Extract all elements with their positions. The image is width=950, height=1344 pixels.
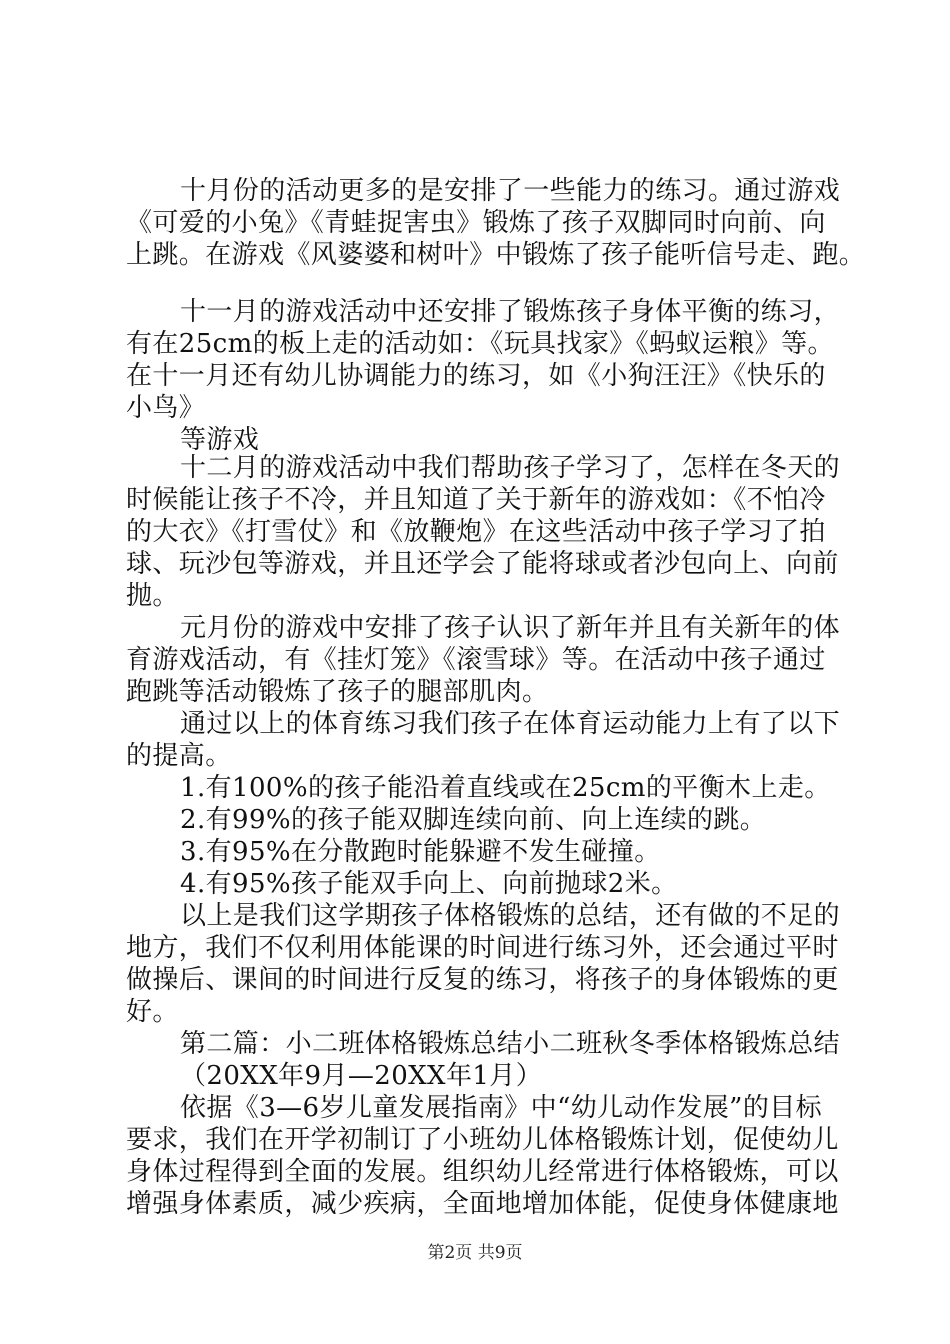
text-line: 有在25cm的板上走的活动如：《玩具找家》《蚂蚁运粮》等。 xyxy=(126,329,834,359)
text-line: 抛。 xyxy=(126,581,179,611)
list-item: 1.有100%的孩子能沿着直线或在25cm的平衡木上走。 xyxy=(180,773,831,803)
text-line: 十二月的游戏活动中我们帮助孩子学习了，怎样在冬天的 xyxy=(180,453,841,483)
text-line: 做操后、课间的时间进行反复的练习，将孩子的身体锻炼的更 xyxy=(126,965,839,995)
text-line: 要求，我们在开学初制订了小班幼儿体格锻炼计划，促使幼儿 xyxy=(126,1125,839,1155)
text-line: 《可爱的小兔》《青蛙捉害虫》锻炼了孩子双脚同时向前、向 xyxy=(126,208,826,238)
text-line: 依据《3—6岁儿童发展指南》中“幼儿动作发展”的目标 xyxy=(180,1093,823,1123)
text-line: 元月份的游戏中安排了孩子认识了新年并且有关新年的体 xyxy=(180,613,841,643)
text-line: 球、玩沙包等游戏，并且还学会了能将球或者沙包向上、向前 xyxy=(126,549,839,579)
text-line: 的大衣》《打雪仗》和《放鞭炮》在这些活动中孩子学习了拍 xyxy=(126,517,826,547)
text-line: 小鸟》 xyxy=(126,393,206,423)
section-heading: 第二篇：小二班体格锻炼总结小二班秋冬季体格锻炼总结 xyxy=(180,1029,841,1059)
text-line: 好。 xyxy=(126,997,179,1027)
text-line: 增强身体素质，减少疾病，全面地增加体能，促使身体健康地 xyxy=(126,1189,839,1219)
list-item: 3.有95%在分散跑时能躲避不发生碰撞。 xyxy=(180,837,661,867)
text-line: 上跳。在游戏《风婆婆和树叶》中锻炼了孩子能听信号走、跑。 xyxy=(126,240,866,270)
text-line: 十一月的游戏活动中还安排了锻炼孩子身体平衡的练习， xyxy=(180,297,841,327)
text-line: 地方，我们不仅利用体能课的时间进行练习外，还会通过平时 xyxy=(126,933,839,963)
list-item: 2.有99%的孩子能双脚连续向前、向上连续的跳。 xyxy=(180,805,767,835)
text-line: 时候能让孩子不冷，并且知道了关于新年的游戏如：《不怕冷 xyxy=(126,485,826,515)
text-line: 十月份的活动更多的是安排了一些能力的练习。通过游戏 xyxy=(180,176,841,206)
text-line: 通过以上的体育练习我们孩子在体育运动能力上有了以下 xyxy=(180,709,841,739)
text-line: 的提高。 xyxy=(126,741,232,771)
text-line: 身体过程得到全面的发展。组织幼儿经常进行体格锻炼，可以 xyxy=(126,1157,839,1187)
text-line: 育游戏活动，有《挂灯笼》《滚雪球》等。在活动中孩子通过 xyxy=(126,645,826,675)
text-line: 跑跳等活动锻炼了孩子的腿部肌肉。 xyxy=(126,677,549,707)
text-line: 以上是我们这学期孩子体格锻炼的总结，还有做的不足的 xyxy=(180,901,841,931)
list-item: 4.有95%孩子能双手向上、向前抛球2米。 xyxy=(180,869,678,899)
text-line: 等游戏 xyxy=(180,425,260,455)
page-number: 第2页 共9页 xyxy=(427,1243,523,1263)
date-range: （20XX年9月—20XX年1月） xyxy=(180,1061,543,1091)
text-line: 在十一月还有幼儿协调能力的练习，如《小狗汪汪》《快乐的 xyxy=(126,361,826,391)
